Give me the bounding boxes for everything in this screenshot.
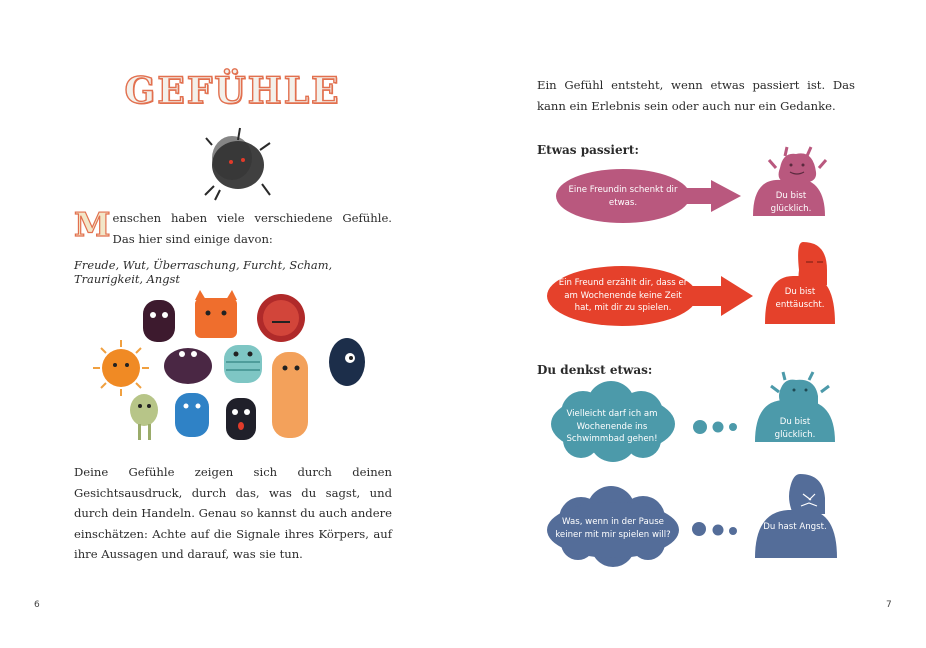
example-2-feeling-text: Du bist enttäuscht.: [775, 287, 825, 310]
example-1-cause-text: Eine Freundin schenkt dir etwas.: [568, 185, 678, 208]
dark-purple-monster: [143, 300, 175, 342]
example-4-feeling-monster: [755, 474, 837, 558]
intro-text: enschen haben viele verschiedene Gefühle. Das hier sind einige davon:: [112, 211, 392, 246]
example-4-cause-text: Was, wenn in der Pause keiner mit mir spielen will?: [555, 517, 671, 540]
example-2-feeling-monster: [765, 242, 835, 324]
angry-scribble-monster: [205, 128, 270, 200]
page-number-right: 7: [886, 600, 892, 610]
orange-sun-monster: [93, 340, 149, 396]
intro-paragraph: [74, 205, 392, 249]
drop-cap: M: [74, 205, 111, 244]
blue-hairy-monster: [329, 338, 365, 386]
example-4-feeling-text: Du hast Angst.: [763, 522, 827, 532]
example-2-cause-text: Ein Freund erzählt dir, dass er am Wochenende keine Zeit hat, mit dir zu spielen.: [558, 278, 688, 313]
example-3-cause-text: Vielleicht darf ich am Wochenende ins Schwimmbad gehen!: [566, 409, 658, 444]
green-small-monster: [130, 394, 158, 440]
example-1-feeling-text: Du bist glücklich.: [770, 191, 812, 214]
section-heading-thought: Du denkst etwas:: [537, 363, 653, 377]
feeling-diagrams: [463, 0, 926, 648]
emotions-list: Freude, Wut, Überraschung, Furcht, Scham, Traurigkeit, Angst: [74, 258, 333, 286]
black-surprised-monster: [226, 398, 256, 440]
purple-blob-monster: [164, 348, 212, 384]
right-page: [463, 0, 926, 648]
teal-striped-monster: [224, 345, 262, 383]
red-spiky-monster: [257, 294, 305, 342]
orange-square-monster: [195, 290, 237, 338]
example-3-feeling-text: Du bist glücklich.: [774, 417, 816, 440]
right-intro-paragraph: Ein Gefühl entsteht, wenn etwas passiert ist. Das kann ein Erlebnis sein oder auch nur ein Gedanke.: [537, 78, 855, 113]
section-heading-event: Etwas passiert:: [537, 143, 639, 157]
page-number-left: 6: [34, 600, 40, 610]
blue-worried-monster: [175, 393, 209, 437]
orange-tall-monster: [272, 352, 308, 438]
page-title: GEFÜHLE: [124, 70, 341, 112]
body-paragraph: Deine Gefühle zeigen sich durch deinen Gesichtsausdruck, durch das, was du sagst, und durch dein Handeln. Genau so kannst du auch andere einschätzen: Achte auf die Signale ihres Körpers, auf ihre Aussagen und darauf, was sie tun.: [74, 465, 392, 561]
